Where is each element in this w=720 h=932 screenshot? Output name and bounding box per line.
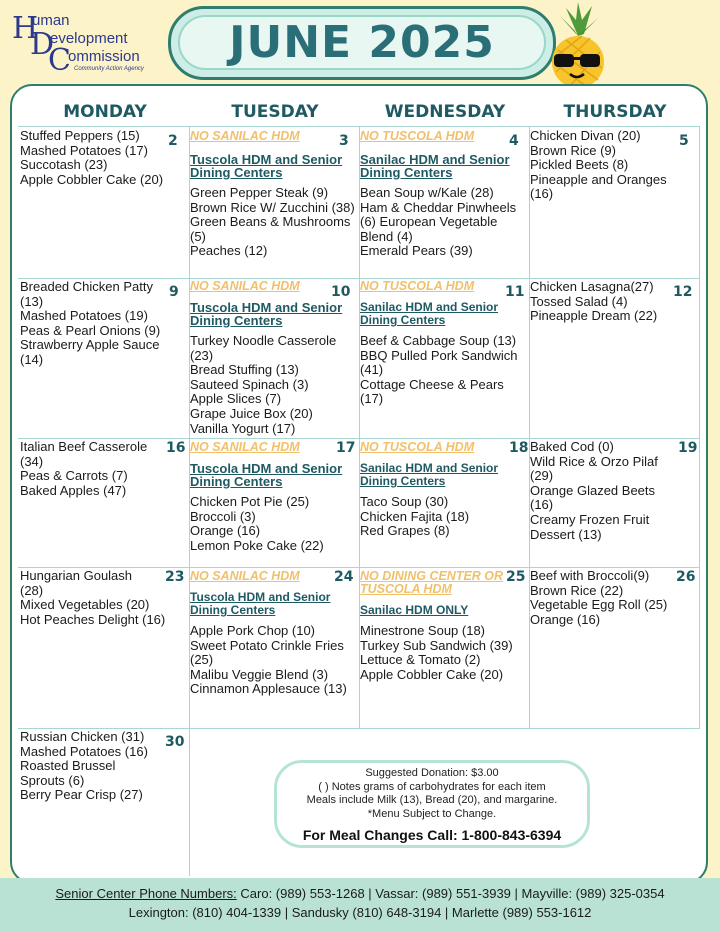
menu-item: Cottage Cheese & Pears (17) (360, 376, 504, 407)
menu-item: Brown Rice (9) (530, 142, 616, 158)
menu-item: Baked Apples (47) (20, 482, 127, 498)
menu-item: Strawberry Apple Sauce (14) (20, 337, 160, 367)
menu-item: Creamy Frozen Fruit Dessert (13) (530, 511, 650, 542)
menu-item: Turkey Noodle Casserole (23) (190, 333, 337, 363)
page-title: JUNE 2025 (229, 17, 495, 68)
menu-item: Apple Cobbler Cake (20) (20, 171, 164, 187)
menu-item: Hungarian Goulash (28) (20, 568, 133, 598)
menu-item: Pickled Beets (8) (530, 157, 629, 173)
menu-item: Peaches (12) (190, 243, 268, 259)
footer-phones-1: Caro: (989) 553-1268 | Vassar: (989) 551-3939 | Mayville: (989) 325-0354 (240, 886, 665, 901)
menu-item: Orange Glazed Beets (16) (530, 482, 656, 513)
menu-item: Broccoli (3) (190, 508, 256, 524)
menu-item: Italian Beef Casserole (34) (20, 439, 148, 469)
menu-item: Orange (16) (190, 523, 261, 539)
day-cell-10 (190, 280, 356, 436)
menu-item: Breaded Chicken Patty (13) (20, 279, 153, 309)
day-number: 30 (165, 734, 185, 750)
menu-item: Apple Cobbler Cake (20) (360, 666, 504, 682)
day-number: 9 (169, 284, 179, 300)
day-cell-2 (20, 129, 170, 187)
service-label: Tuscola HDM and Senior Dining Centers (190, 590, 331, 617)
service-label: Sanilac HDM and Senior Dining Centers (360, 461, 499, 488)
logo-word-development: evelopment (50, 30, 128, 47)
menu-item: Minestrone Soup (18) (360, 623, 486, 638)
day-cell-26 (530, 569, 700, 627)
menu-item: Bean Soup w/Kale (28) (360, 185, 494, 200)
day-cell-18 (360, 440, 529, 539)
no-service-notice: NO TUSCOLA HDM (360, 279, 475, 293)
meal-changes-phone: For Meal Changes Call: 1-800-843-6394 (302, 827, 562, 843)
menu-item: Vanilla Yogurt (17) (190, 420, 296, 436)
menu-item: Chicken Divan (20) (530, 128, 641, 143)
grid-line (699, 126, 700, 728)
menu-item: Orange (16) (530, 611, 601, 627)
menu-item: Taco Soup (30) (360, 494, 449, 509)
day-cell-16 (20, 440, 160, 498)
day-number: 24 (334, 569, 354, 585)
title-banner (168, 6, 556, 80)
menu-item: Bread Stuffing (13) (190, 362, 299, 378)
footer-line-1 (0, 884, 720, 903)
info-box (274, 760, 590, 848)
day-number: 23 (165, 569, 185, 585)
menu-item: Pineapple and Oranges (16) (530, 171, 667, 202)
menu-item: Red Grapes (8) (360, 523, 450, 539)
menu-item: Berry Pear Crisp (27) (20, 787, 143, 803)
day-number: 4 (509, 133, 519, 149)
menu-item: Ham & Cheddar Pinwheels (6) European Vegetable Blend (4) (360, 199, 517, 244)
logo-word-human: uman (32, 12, 70, 29)
menu-item: Chicken Lasagna(27) (530, 279, 654, 294)
hdc-logo (8, 10, 168, 78)
footer-phone-numbers (0, 878, 720, 932)
menu-item: Mixed Vegetables (20) (20, 597, 150, 613)
logo-letter-h: H (12, 11, 39, 46)
menu-item: Stuffed Peppers (15) (20, 128, 140, 143)
menu-item: Chicken Fajita (18) (360, 508, 470, 524)
header-wednesday: WEDNESDAY (384, 102, 506, 122)
menu-item: Russian Chicken (31) (20, 729, 145, 744)
menu-item: Turkey Sub Sandwich (39) (360, 637, 513, 653)
day-cell-30 (20, 730, 170, 803)
service-label: Tuscola HDM and Senior Dining Centers (190, 152, 343, 180)
menu-item: Roasted Brussel Sprouts (6) (20, 758, 116, 788)
day-number: 11 (505, 284, 525, 300)
menu-item: Chicken Pot Pie (25) (190, 494, 310, 509)
service-label: Tuscola HDM and Senior Dining Centers (190, 300, 343, 328)
menu-item: Malibu Veggie Blend (3) (190, 666, 329, 682)
menu-item: Beef with Broccoli(9) (530, 568, 650, 583)
day-cell-3 (190, 130, 356, 259)
menu-item: Pineapple Dream (22) (530, 308, 658, 324)
no-service-notice: NO SANILAC HDM (190, 440, 300, 454)
menu-item: Apple Slices (7) (190, 391, 282, 407)
menu-item: Sweet Potato Crinkle Fries (25) (190, 637, 344, 668)
service-label: Tuscola HDM and Senior Dining Centers (190, 461, 343, 489)
menu-item: Emerald Pears (39) (360, 243, 473, 259)
no-service-notice: NO DINING CENTER OR TUSCOLA HDM (360, 569, 504, 596)
day-number: 17 (336, 440, 356, 456)
menu-item: Grape Juice Box (20) (190, 405, 313, 421)
menu-item: Lettuce & Tomato (2) (360, 652, 481, 668)
menu-item: Mashed Potatoes (17) (20, 142, 148, 158)
carbs-note: ( ) Notes grams of carbohydrates for each item (318, 780, 546, 793)
day-cell-9 (20, 280, 166, 368)
day-number: 10 (331, 284, 351, 300)
menu-item: Tossed Salad (4) (530, 293, 628, 309)
header-tuesday: TUESDAY (231, 102, 319, 122)
menu-item: Peas & Carrots (7) (20, 468, 128, 484)
menu-item: Brown Rice (22) (530, 582, 624, 598)
no-service-notice: NO SANILAC HDM (190, 129, 300, 143)
menu-item: Mashed Potatoes (16) (20, 743, 148, 759)
day-number: 26 (676, 569, 696, 585)
day-cell-5 (530, 129, 686, 202)
day-number: 18 (509, 440, 529, 456)
day-cell-24 (190, 570, 356, 697)
menu-item: Mashed Potatoes (19) (20, 308, 148, 324)
meals-note: Meals include Milk (13), Bread (20), and margarine. (306, 794, 558, 806)
no-service-notice: NO SANILAC HDM (190, 279, 300, 293)
menu-item: Baked Cod (0) (530, 439, 614, 454)
day-number: 5 (679, 133, 689, 149)
day-cell-11 (360, 280, 526, 407)
day-number: 16 (166, 440, 186, 456)
menu-item: Wild Rice & Orzo Pilaf (29) (530, 453, 658, 484)
no-service-notice: NO SANILAC HDM (190, 569, 300, 583)
menu-item: Beef & Cabbage Soup (13) (360, 333, 517, 348)
logo-letter-c: C (48, 43, 71, 78)
header-thursday: THURSDAY (563, 102, 667, 122)
logo-tagline: Community Action Agency (74, 66, 144, 72)
footer-label: Senior Center Phone Numbers: (55, 886, 237, 901)
no-service-notice: NO TUSCOLA HDM (360, 440, 475, 454)
service-label: Sanilac HDM and Senior Dining Centers (360, 152, 510, 180)
no-service-notice: NO TUSCOLA HDM (360, 129, 475, 143)
menu-item: Succotash (23) (20, 157, 108, 173)
menu-item: Apple Pork Chop (10) (190, 623, 316, 638)
service-label: Sanilac HDM and Senior Dining Centers (360, 300, 499, 327)
menu-item: Cinnamon Applesauce (13) (190, 681, 347, 697)
logo-word-commission: ommission (68, 48, 140, 65)
day-cell-17 (190, 441, 356, 553)
day-cell-4 (360, 130, 526, 259)
menu-item: Vegetable Egg Roll (25) (530, 597, 668, 613)
donation-text: Suggested Donation: $3.00 (365, 767, 499, 779)
day-number: 19 (678, 440, 698, 456)
header-monday: MONDAY (63, 102, 147, 122)
day-number: 2 (168, 133, 178, 149)
day-number: 12 (673, 284, 693, 300)
day-cell-12 (530, 280, 672, 324)
service-label: Sanilac HDM ONLY (360, 603, 469, 617)
menu-item: Sauteed Spinach (3) (190, 376, 309, 392)
pineapple-icon (546, 0, 610, 90)
day-number: 25 (506, 569, 526, 585)
menu-item: Hot Peaches Delight (16) (20, 611, 166, 627)
menu-item: Green Beans & Mushrooms (5) (190, 214, 351, 244)
day-cell-25 (360, 570, 530, 682)
day-number: 3 (339, 133, 349, 149)
menu-item: Peas & Pearl Onions (9) (20, 322, 161, 338)
menu-item: Brown Rice W/ Zucchini (38) (190, 199, 355, 215)
menu-item: BBQ Pulled Pork Sandwich (41) (360, 347, 518, 378)
menu-item: Green Pepper Steak (9) (190, 185, 329, 200)
footer-phones-2: Lexington: (810) 404-1339 | Sandusky (810) 648-3194 | Marlette (989) 553-1612 (128, 905, 592, 920)
day-cell-19 (530, 440, 676, 542)
menu-item: Lemon Poke Cake (22) (190, 537, 324, 553)
subject-note: *Menu Subject to Change. (367, 807, 497, 820)
logo-letter-d: D (30, 27, 55, 62)
